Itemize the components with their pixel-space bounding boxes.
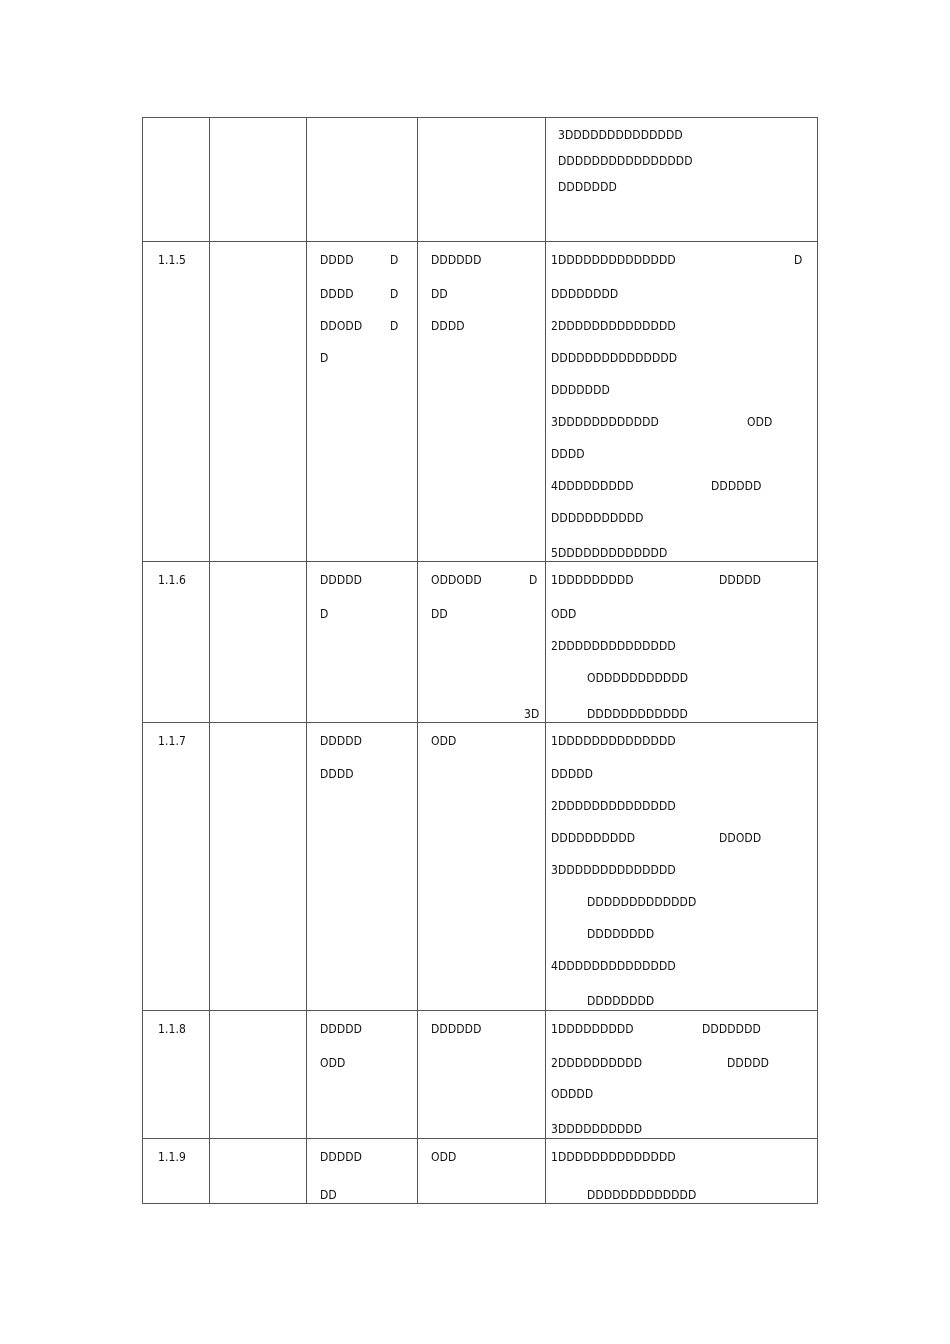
- note-line: DDDD: [551, 447, 585, 461]
- note-line: ODDDD: [551, 1087, 594, 1101]
- cell-line: D: [390, 319, 399, 333]
- cell-line: 3D: [524, 707, 540, 721]
- row-border: [142, 722, 818, 723]
- note-line: DDDDD: [727, 1056, 770, 1070]
- row-id: 1.1.9: [158, 1150, 186, 1164]
- cell-line: DDDD: [320, 253, 354, 267]
- note-line: 1DDDDDDDDDDDDDD: [551, 734, 676, 748]
- cell-line: D: [529, 573, 538, 587]
- row-border: [142, 117, 818, 118]
- cell-line: DDDD: [320, 767, 354, 781]
- row-id: 1.1.8: [158, 1022, 186, 1036]
- note-line: DDDDDDD: [551, 383, 610, 397]
- note-line: 2DDDDDDDDDDDDDD: [551, 799, 676, 813]
- row-border: [142, 1138, 818, 1139]
- document-table: [142, 117, 818, 1204]
- note-line: 1DDDDDDDDDDDDDD: [551, 253, 676, 267]
- cell-line: DDDD: [320, 287, 354, 301]
- note-line: DDDDD: [719, 573, 762, 587]
- cell-line: DDDD: [431, 319, 465, 333]
- note-line: DDDDD: [551, 767, 594, 781]
- note-line: DDDDDDDDDD: [551, 831, 636, 845]
- note-line: 1DDDDDDDDDDDDDD: [551, 1150, 676, 1164]
- note-line: DDDDDDDDDDDDD: [587, 895, 697, 909]
- note-line: DDDDDDDDDDDD: [587, 707, 688, 721]
- row-id: 1.1.6: [158, 573, 186, 587]
- column-border: [417, 117, 418, 1204]
- row-border: [142, 561, 818, 562]
- note-line: DDODD: [719, 831, 762, 845]
- cell-line: DD: [431, 607, 448, 621]
- row-border: [142, 241, 818, 242]
- cell-line: ODDODD: [431, 573, 482, 587]
- column-border: [306, 117, 307, 1204]
- column-border: [545, 117, 546, 1204]
- row-border: [142, 1010, 818, 1011]
- note-line: DDDDDDDD: [587, 994, 655, 1008]
- cell-line: DDDDDD: [431, 1022, 482, 1036]
- cell-line: DD: [431, 287, 448, 301]
- note-line: 2DDDDDDDDDD: [551, 1056, 643, 1070]
- note-line: D: [794, 253, 803, 267]
- note-line: 3DDDDDDDDDDDDDD: [558, 128, 683, 142]
- row-id: 1.1.5: [158, 253, 186, 267]
- note-line: 5DDDDDDDDDDDDD: [551, 546, 668, 560]
- cell-line: DDDDD: [320, 734, 363, 748]
- column-border: [142, 117, 143, 1204]
- cell-line: DDDDD: [320, 1150, 363, 1164]
- cell-line: ODD: [431, 1150, 457, 1164]
- cell-line: ODD: [320, 1056, 346, 1070]
- note-line: 2DDDDDDDDDDDDDD: [551, 639, 676, 653]
- note-line: ODD: [551, 607, 577, 621]
- cell-line: DDODD: [320, 319, 363, 333]
- cell-line: DDDDD: [320, 1022, 363, 1036]
- note-line: 3DDDDDDDDDDDD: [551, 415, 659, 429]
- cell-line: D: [390, 253, 399, 267]
- note-line: DDDDDDDDDDD: [551, 511, 644, 525]
- note-line: DDDDDDD: [702, 1022, 761, 1036]
- column-border: [817, 117, 818, 1204]
- cell-line: DDDDDD: [431, 253, 482, 267]
- note-line: 2DDDDDDDDDDDDDD: [551, 319, 676, 333]
- note-line: DDDDDDDDDDDDDDDD: [558, 154, 693, 168]
- note-line: DDDDDDDDDDDDDDD: [551, 351, 678, 365]
- note-line: 4DDDDDDDDD: [551, 479, 634, 493]
- cell-line: ODD: [431, 734, 457, 748]
- note-line: 4DDDDDDDDDDDDDD: [551, 959, 676, 973]
- note-line: ODD: [747, 415, 773, 429]
- cell-line: DDDDD: [320, 573, 363, 587]
- note-line: DDDDDDDDDDDDD: [587, 1188, 697, 1202]
- note-line: 3DDDDDDDDDD: [551, 1122, 643, 1136]
- row-id: 1.1.7: [158, 734, 186, 748]
- note-line: DDDDDDDD: [551, 287, 619, 301]
- note-line: 1DDDDDDDDD: [551, 573, 634, 587]
- row-border: [142, 1203, 818, 1204]
- column-border: [209, 117, 210, 1204]
- note-line: ODDDDDDDDDDD: [587, 671, 689, 685]
- cell-line: D: [320, 351, 329, 365]
- cell-line: D: [320, 607, 329, 621]
- note-line: 3DDDDDDDDDDDDDD: [551, 863, 676, 877]
- cell-line: DD: [320, 1188, 337, 1202]
- note-line: DDDDDDD: [558, 180, 617, 194]
- cell-line: D: [390, 287, 399, 301]
- note-line: DDDDDD: [711, 479, 762, 493]
- note-line: DDDDDDDD: [587, 927, 655, 941]
- note-line: 1DDDDDDDDD: [551, 1022, 634, 1036]
